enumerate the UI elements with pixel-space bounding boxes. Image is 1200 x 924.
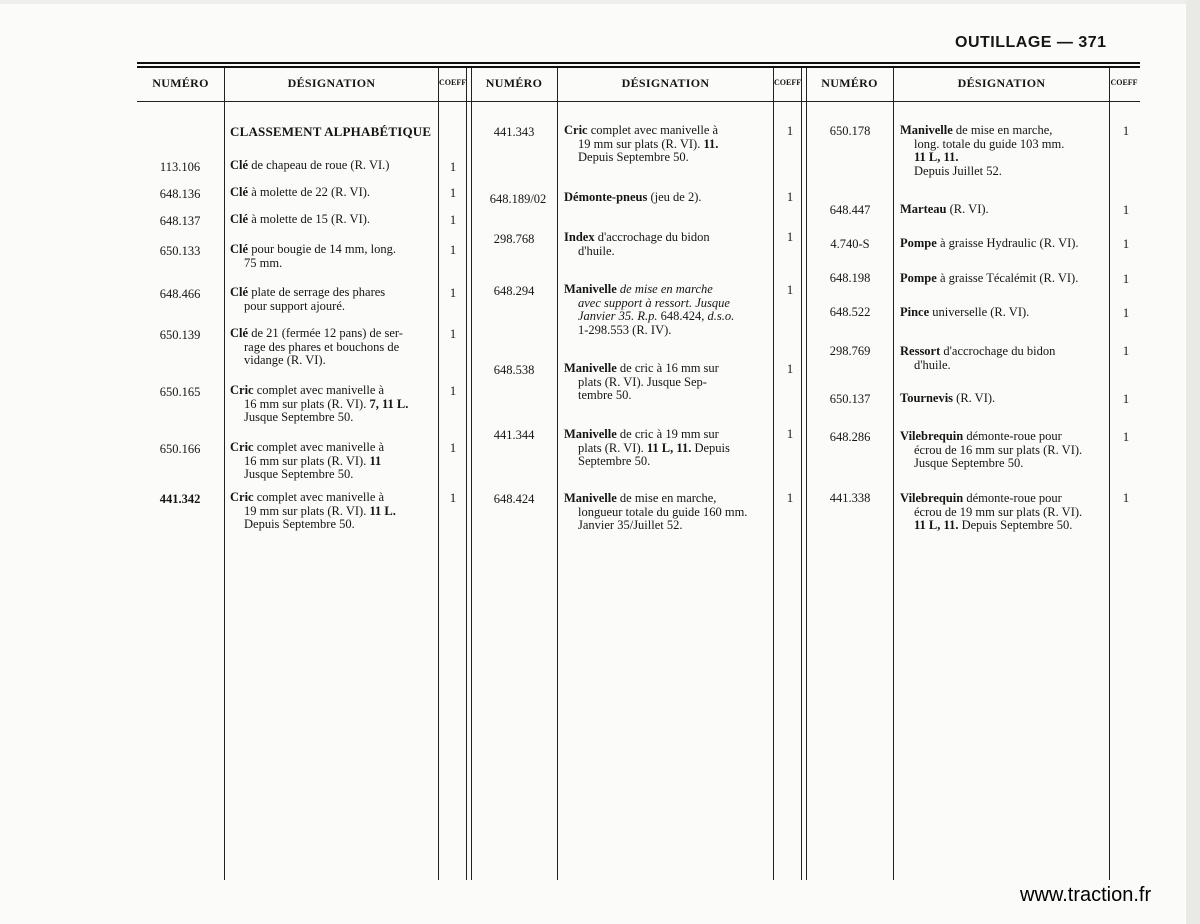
- designation-text: plats (R. VI).: [578, 440, 647, 455]
- header-coeff: COEFF: [439, 78, 466, 87]
- coefficient: 1: [449, 441, 457, 455]
- page-edge-top: [0, 0, 1200, 4]
- header-dash: —: [1056, 34, 1074, 51]
- designation-keyword: Démonte-pneus: [564, 190, 648, 204]
- coefficient: 1: [1122, 491, 1130, 505]
- designation: [900, 392, 1107, 406]
- designation-line: d'huile.: [914, 357, 951, 372]
- model-code: 11 L.: [369, 503, 396, 518]
- designation-keyword: Manivelle: [564, 427, 617, 441]
- designation-keyword: Manivelle: [900, 123, 953, 137]
- part-number: 648.294: [493, 284, 535, 298]
- designation-text: Janvier 35. R.p.: [578, 309, 661, 323]
- model-code: 11 L, 11.: [914, 518, 959, 532]
- designation-text: de mise en marche,: [952, 123, 1053, 137]
- designation-text: de chapeau de roue (R. VI.): [248, 158, 390, 172]
- designation-text: Depuis: [691, 440, 730, 455]
- part-number: 650.133: [159, 244, 201, 258]
- coefficient: 1: [786, 283, 794, 297]
- designation-text: de cric à 16 mm sur: [616, 361, 719, 375]
- designation: [900, 203, 1107, 217]
- designation-line: [564, 442, 771, 456]
- part-number: 441.342: [159, 492, 201, 506]
- part-number: 650.137: [829, 392, 871, 406]
- designation-keyword: Marteau: [900, 202, 947, 216]
- page-header: [955, 34, 1107, 52]
- designation: [564, 428, 771, 469]
- header-coeff: COEFF: [774, 78, 801, 87]
- designation-text: à graisse Hydraulic (R. VI).: [936, 236, 1079, 250]
- designation-line: rage des phares et bouchons de: [244, 339, 400, 354]
- designation-line: long. totale du guide 103 mm.: [914, 136, 1065, 151]
- part-number: 113.106: [159, 160, 201, 174]
- designation-text: 19 mm sur plats (R. VI).: [244, 503, 370, 518]
- designation-keyword: Pompe: [900, 236, 937, 250]
- header-numero: NUMÉRO: [821, 76, 878, 90]
- part-number: 648.198: [829, 271, 871, 285]
- designation-text: (R. VI).: [953, 391, 996, 405]
- part-number: 648.137: [159, 214, 201, 228]
- part-number: 298.768: [493, 232, 535, 246]
- designation-keyword: Cric: [564, 123, 588, 137]
- header-section: OUTILLAGE: [955, 34, 1052, 51]
- coefficient: 1: [449, 243, 457, 257]
- designation-line: Jusque Septembre 50.: [244, 467, 354, 481]
- model-code: 11: [369, 453, 382, 468]
- designation: [900, 306, 1107, 320]
- designation-keyword: Cric: [230, 383, 254, 397]
- designation: [900, 237, 1107, 251]
- coefficient: 1: [449, 186, 457, 200]
- designation-keyword: Clé: [230, 285, 249, 299]
- col-divider: [438, 68, 439, 880]
- designation: [564, 492, 771, 533]
- designation-text: à molette de 15 (R. VI).: [248, 212, 371, 226]
- section-title: CLASSEMENT ALPHABÉTIQUE: [230, 124, 432, 139]
- part-number: 648.189/02: [489, 192, 547, 206]
- col-divider: [893, 68, 894, 880]
- designation-line: Janvier 35/Juillet 52.: [578, 518, 683, 532]
- designation-text: (jeu de 2).: [647, 190, 702, 204]
- designation: [230, 441, 436, 482]
- watermark: www.traction.fr: [1020, 884, 1152, 906]
- part-number: 298.769: [829, 344, 871, 358]
- designation-text: d'accrochage du bidon: [594, 230, 710, 244]
- coefficient: 1: [1122, 392, 1130, 406]
- designation: [900, 430, 1107, 471]
- designation-line: [230, 398, 436, 412]
- coefficient: 1: [1122, 203, 1130, 217]
- coefficient: 1: [786, 190, 794, 204]
- designation-text: à graisse Técalémit (R. VI).: [936, 271, 1079, 285]
- coefficient: 1: [786, 362, 794, 376]
- header-designation: DÉSIGNATION: [621, 76, 710, 90]
- col-divider: [773, 68, 774, 880]
- header-coeff: COEFF: [1110, 78, 1138, 87]
- part-number: 648.466: [159, 287, 201, 301]
- designation-keyword: Tournevis: [900, 391, 954, 405]
- coefficient: 1: [786, 491, 794, 505]
- designation: [564, 231, 771, 258]
- designation-keyword: Manivelle: [564, 491, 617, 505]
- coefficient: 1: [1122, 124, 1130, 138]
- designation-keyword: Index: [564, 230, 595, 244]
- part-number: 441.344: [493, 428, 535, 442]
- designation-keyword: Pince: [900, 305, 930, 319]
- designation-line: avec support à ressort. Jusque: [578, 295, 730, 310]
- designation-keyword: Vilebrequin: [900, 429, 964, 443]
- column-header-rule: [137, 101, 1140, 102]
- designation: [564, 362, 771, 403]
- designation: [230, 286, 436, 313]
- part-number: 648.136: [159, 187, 201, 201]
- designation-text: pour bougie de 14 mm, long.: [248, 242, 396, 256]
- designation-text: démonte-roue pour: [963, 491, 1062, 505]
- designation-text: complet avec manivelle à: [253, 490, 385, 504]
- designation-text: de mise en marche: [616, 282, 713, 296]
- header-designation: DÉSIGNATION: [957, 76, 1046, 90]
- col-divider-double: [801, 68, 807, 880]
- coefficient: 1: [1122, 306, 1130, 320]
- coefficient: 1: [786, 124, 794, 138]
- coefficient: 1: [449, 327, 457, 341]
- part-number: 648.538: [493, 363, 535, 377]
- designation-keyword: Ressort: [900, 344, 941, 358]
- header-rule-top: [137, 62, 1140, 64]
- part-number: 648.447: [829, 203, 871, 217]
- designation-text: à molette de 22 (R. VI).: [248, 185, 371, 199]
- part-number: 648.286: [829, 430, 871, 444]
- designation-keyword: Clé: [230, 158, 249, 172]
- part-number: 650.139: [159, 328, 201, 342]
- designation-text: 648.424,: [660, 309, 708, 323]
- header-numero: NUMÉRO: [152, 76, 209, 90]
- part-number: 650.166: [159, 442, 201, 456]
- designation: [564, 124, 771, 165]
- designation-text: démonte-roue pour: [963, 429, 1062, 443]
- header-rule-bottom: [137, 66, 1140, 68]
- designation-text: plate de serrage des phares: [248, 285, 386, 299]
- designation-line: écrou de 19 mm sur plats (R. VI).: [914, 504, 1083, 519]
- designation: [230, 243, 436, 270]
- part-number: 4.740-S: [830, 237, 870, 251]
- designation-text: d'accrochage du bidon: [940, 344, 1056, 358]
- coefficient: 1: [1122, 237, 1130, 251]
- coefficient: 1: [449, 160, 457, 174]
- col-divider-double: [466, 68, 472, 880]
- part-number: 648.424: [493, 492, 535, 506]
- coefficient: 1: [786, 427, 794, 441]
- header-designation: DÉSIGNATION: [287, 76, 376, 90]
- designation-text: de 21 (fermée 12 pans) de ser-: [248, 326, 403, 340]
- designation-text: (R. VI).: [946, 202, 989, 216]
- designation-keyword: Manivelle: [564, 282, 617, 296]
- designation-keyword: Clé: [230, 212, 249, 226]
- header-page-number: 371: [1078, 34, 1107, 51]
- part-number: 650.165: [159, 385, 201, 399]
- part-number: 650.178: [829, 124, 871, 138]
- coefficient: 1: [1122, 430, 1130, 444]
- designation-text: de cric à 19 mm sur: [616, 427, 719, 441]
- model-code: 11 L, 11.: [914, 150, 959, 164]
- model-code: 11 L, 11.: [646, 440, 692, 455]
- designation-text: 16 mm sur plats (R. VI).: [244, 396, 370, 411]
- designation-line: Jusque Septembre 50.: [914, 456, 1024, 470]
- designation-line: Septembre 50.: [578, 454, 651, 468]
- designation-keyword: Manivelle: [564, 361, 617, 375]
- designation-line: plats (R. VI). Jusque Sep-: [578, 374, 707, 389]
- coefficient: 1: [786, 230, 794, 244]
- part-number: 648.522: [829, 305, 871, 319]
- designation-line: Depuis Septembre 50.: [578, 150, 689, 164]
- designation-line: Depuis Septembre 50.: [244, 517, 355, 531]
- col-divider: [224, 68, 225, 880]
- coefficient: 1: [449, 384, 457, 398]
- designation-line: 1-298.553 (R. IV).: [578, 322, 672, 337]
- designation-keyword: Cric: [230, 440, 254, 454]
- designation-line: écrou de 16 mm sur plats (R. VI).: [914, 442, 1083, 457]
- designation: [230, 213, 436, 227]
- header-numero: NUMÉRO: [485, 76, 543, 90]
- designation-text: d.s.o.: [707, 309, 735, 323]
- model-code: 7, 11 L.: [369, 396, 409, 411]
- designation-line: Depuis Juillet 52.: [914, 163, 1002, 178]
- designation: [230, 159, 436, 173]
- coefficient: 1: [1122, 344, 1130, 358]
- designation-text: universelle (R. VI).: [929, 305, 1030, 319]
- designation-keyword: Cric: [230, 490, 254, 504]
- designation-text: complet avec manivelle à: [253, 383, 385, 397]
- designation-line: [230, 505, 436, 519]
- coefficient: 1: [449, 286, 457, 300]
- part-number: 441.338: [829, 491, 871, 505]
- designation-line: [564, 310, 771, 324]
- designation-text: 19 mm sur plats (R. VI).: [578, 136, 704, 151]
- designation-keyword: Clé: [230, 242, 249, 256]
- designation: [900, 124, 1107, 178]
- designation-line: [564, 138, 771, 152]
- part-number: 441.343: [493, 125, 535, 139]
- designation: [900, 345, 1107, 372]
- designation-line: pour support ajouré.: [244, 298, 346, 313]
- designation: [900, 272, 1107, 286]
- designation-text: Depuis Septembre 50.: [958, 518, 1073, 532]
- col-divider: [557, 68, 558, 880]
- designation-keyword: Clé: [230, 326, 249, 340]
- designation: [564, 191, 771, 205]
- designation: [900, 492, 1107, 533]
- coefficient: 1: [1122, 272, 1130, 286]
- designation-line: vidange (R. VI).: [244, 353, 326, 367]
- designation-line: d'huile.: [578, 243, 615, 258]
- designation: [230, 491, 436, 532]
- designation: [230, 186, 436, 200]
- designation-text: 16 mm sur plats (R. VI).: [244, 453, 370, 468]
- designation: [564, 283, 771, 337]
- coefficient: 1: [449, 213, 457, 227]
- designation-keyword: Clé: [230, 185, 249, 199]
- designation-text: complet avec manivelle à: [587, 123, 719, 137]
- page-edge-right: [1186, 0, 1200, 924]
- col-divider: [1109, 68, 1110, 880]
- designation-line: 75 mm.: [244, 255, 283, 270]
- designation: [230, 327, 436, 368]
- designation-line: tembre 50.: [578, 388, 632, 402]
- model-code: 11.: [703, 136, 719, 151]
- designation-line: longueur totale du guide 160 mm.: [578, 504, 748, 519]
- designation-text: complet avec manivelle à: [253, 440, 385, 454]
- designation-keyword: Vilebrequin: [900, 491, 964, 505]
- designation-line: [900, 519, 1107, 533]
- designation-text: de mise en marche,: [616, 491, 717, 505]
- coefficient: 1: [449, 491, 457, 505]
- designation-line: [230, 455, 436, 469]
- designation: [230, 384, 436, 425]
- designation-keyword: Pompe: [900, 271, 937, 285]
- designation-line: Jusque Septembre 50.: [244, 410, 354, 424]
